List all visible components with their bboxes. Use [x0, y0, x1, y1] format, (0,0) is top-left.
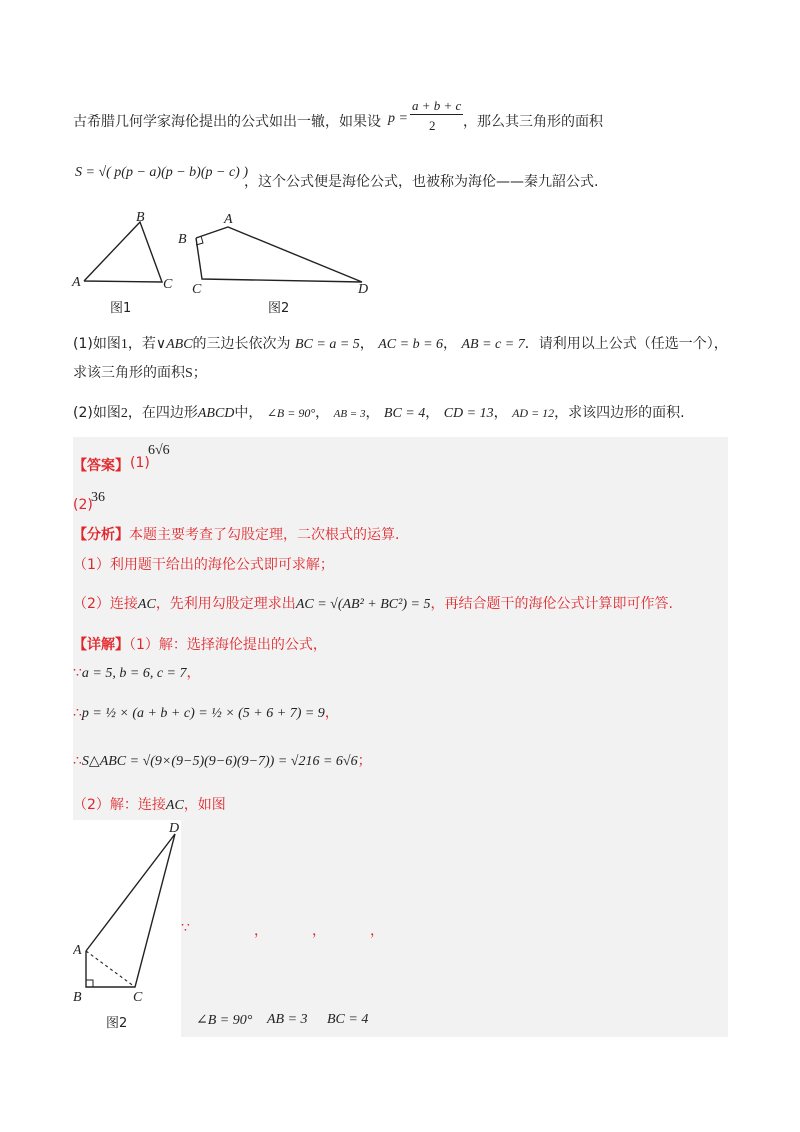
- q2-mid2: 中，: [234, 405, 263, 421]
- analysis-line: [73, 524, 399, 544]
- q1-ab: AB = c = 7: [461, 337, 525, 352]
- fig3-label-d: D: [169, 821, 180, 836]
- analysis-step2-mid: ，先利用勾股定理求出: [155, 596, 296, 612]
- therefore-symbol: ∴: [73, 705, 82, 721]
- p-formula-numerator: a + b + c: [412, 98, 462, 113]
- fig3-label-a: A: [73, 943, 82, 958]
- q1-mid1: ，若: [127, 336, 156, 352]
- detail-given: a = 5, b = 6, c = 7: [81, 666, 187, 681]
- analysis-step2: [73, 593, 673, 613]
- analysis-text: 本题主要考查了勾股定理，二次根式的运算.: [129, 527, 400, 543]
- p-formula-denominator: 2: [429, 118, 436, 133]
- quadrilateral-abcd-outline: [196, 227, 362, 282]
- q1-pre: (1)如图: [73, 336, 121, 352]
- detail-intro: （1）解：选择海伦提出的公式，: [129, 637, 327, 653]
- analysis-step1: （1）利用题干给出的海伦公式即可求解；: [73, 557, 334, 573]
- fig3-label-b: B: [73, 990, 82, 1005]
- fig2-caption: 图2: [268, 301, 290, 316]
- s-formula: S = √( p(p − a)(p − b)(p − c) ): [75, 165, 248, 180]
- detail-part2-line: [73, 794, 226, 814]
- q2-fig-num: 2: [120, 406, 128, 421]
- detail-s-end: ；: [357, 753, 372, 769]
- q2-post: ，求该四边形的面积.: [554, 405, 685, 421]
- detail-part2-end: ，如图: [183, 797, 226, 813]
- answer-part2-pre: (2): [73, 497, 93, 513]
- q2-ad: AD = 12: [512, 406, 555, 420]
- q1-mid2: 的三边长依次为: [192, 336, 291, 352]
- therefore-symbol-2: ∴: [73, 753, 82, 769]
- analysis-step2-pre: （2）连接: [73, 596, 138, 612]
- given-angle-b: ∠B = 90°: [196, 1013, 253, 1028]
- comma-2: ，: [312, 923, 326, 939]
- q1-line2-end: ；: [192, 365, 207, 381]
- fig2-label-c: C: [192, 282, 202, 297]
- intro-line1-pre: 古希腊几何学家海伦提出的公式如出一辙，如果设: [73, 114, 381, 130]
- question-2: (2)如图2，在四边形ABCD中， ∠B = 90°， AB = 3， BC = 4， CD = 13， AD = 12，求该四边形的面积.: [73, 405, 685, 421]
- figure-3-quadrilateral: [73, 820, 181, 1037]
- comma-3: ，: [370, 923, 384, 939]
- detail-because-2: ∵: [181, 920, 190, 936]
- answer-part2-value: 36: [91, 490, 105, 505]
- detail-p-line: [73, 702, 339, 722]
- intro-line2-post: ，这个公式便是海伦公式，也被称为海伦——秦九韶公式.: [244, 174, 599, 190]
- because-symbol: ∵: [73, 665, 82, 681]
- detail-s-line: [73, 750, 372, 770]
- q2-quad: ABCD: [197, 406, 235, 421]
- q2-angle: ∠B = 90°: [266, 406, 316, 420]
- answer-part1-pre: (1): [130, 455, 150, 471]
- detail-label: 【详解】: [73, 637, 129, 653]
- fig2-label-a: A: [224, 212, 233, 227]
- figure-1-triangle: [70, 205, 180, 315]
- answer-part1-value: 6√6: [148, 443, 170, 458]
- fig1-label-b: B: [136, 210, 145, 225]
- given-bc: BC = 4: [327, 1012, 369, 1027]
- fig3-caption: 图2: [106, 1016, 128, 1031]
- comma-1: ，: [254, 923, 268, 939]
- q1-post: ．请利用以上公式（任选一个），: [524, 336, 728, 352]
- detail-s-calc: S△ABC = √(9×(9−5)(9−6)(9−7)) = √216 = 6√6: [81, 754, 358, 769]
- detail-p-end: ，: [324, 705, 339, 721]
- q2-cd: CD = 13: [443, 406, 494, 421]
- fig1-label-a: A: [72, 275, 81, 290]
- p-formula-lhs: p =: [388, 111, 408, 126]
- q1-fig-num: 1: [120, 337, 128, 352]
- fig2-label-d: D: [358, 282, 369, 297]
- fig2-label-b: B: [178, 232, 187, 247]
- analysis-step2-ac: AC: [137, 597, 156, 612]
- question-1-line2: [73, 362, 207, 382]
- q1-bc: BC = a = 5: [295, 337, 360, 352]
- q1-line2: 求该三角形的面积: [73, 365, 185, 381]
- detail-intro-line: [73, 634, 327, 654]
- detail-given-line: [73, 662, 200, 682]
- q2-pre: (2)如图: [73, 405, 121, 421]
- given-ab: AB = 3: [267, 1012, 308, 1027]
- fig3-label-c: C: [133, 990, 143, 1005]
- q2-bc: BC = 4: [383, 406, 426, 421]
- q1-var-s: S: [185, 366, 193, 381]
- detail-part2-ac: AC: [165, 798, 184, 813]
- intro-line1-post: ，那么其三角形的面积: [463, 114, 603, 130]
- triangle-abc-outline: [84, 222, 162, 282]
- right-angle-mark: [86, 980, 93, 987]
- analysis-step2-post: ，再结合题干的海伦公式计算即可作答.: [430, 596, 673, 612]
- detail-p-calc: p = ½ × (a + b + c) = ½ × (5 + 6 + 7) = 9: [81, 706, 325, 721]
- fig3-outline: [86, 834, 175, 987]
- fig1-label-c: C: [163, 277, 173, 292]
- q1-ac: AC = b = 6: [378, 337, 444, 352]
- question-1-line1: (1)如图1，若∨ABC的三边长依次为 BC = a = 5， AC = b = 6， AB = c = 7．请利用以上公式（任选一个），: [73, 336, 728, 352]
- detail-part2: （2）解：连接: [73, 797, 166, 813]
- q2-mid1: ，在四边形: [127, 405, 198, 421]
- analysis-step2-formula: AC = √(AB² + BC²) = 5: [295, 597, 431, 612]
- fig1-caption: 图1: [110, 301, 132, 315]
- detail-given-end: ，: [186, 665, 201, 681]
- answer-label: 【答案】: [73, 458, 129, 474]
- q1-triangle: ∨ABC: [155, 337, 193, 352]
- figure-2-quadrilateral: [172, 207, 382, 317]
- analysis-label: 【分析】: [73, 527, 129, 543]
- q2-ab: AB = 3: [333, 408, 366, 420]
